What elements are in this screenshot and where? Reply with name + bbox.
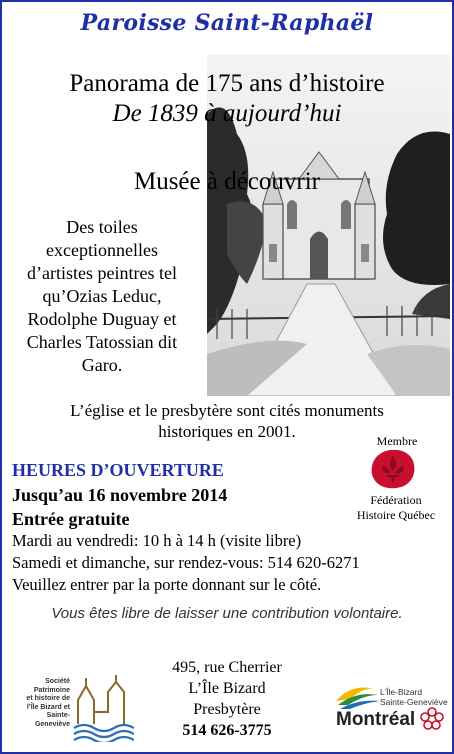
society-line: Société <box>45 678 70 685</box>
artists-line: Garo. <box>81 355 123 375</box>
member-label: Membre <box>376 434 418 448</box>
subtitle-line1: Panorama de 175 ans d’histoire <box>69 70 385 97</box>
artists-line: Charles Tatossian dit <box>26 332 178 352</box>
federation-line: Fédération <box>370 493 422 507</box>
weekend-hours: Samedi et dimanche, sur rendez-vous: 514 620-6271 <box>12 553 360 572</box>
museum-heading: Musée à découvrir <box>133 168 321 195</box>
parish-title: Paroisse Saint-Raphaël <box>80 10 374 36</box>
opening-hours-heading: HEURES D’OUVERTURE <box>12 460 224 480</box>
church-river-logo-icon <box>72 672 134 742</box>
artists-line: exceptionnelles <box>46 240 158 260</box>
weekday-hours: Mardi au vendredi: 10 h à 14 h (visite libre) <box>12 531 302 550</box>
address-building: Presbytère <box>193 701 261 718</box>
red-wax-seal-fleur-de-lis-icon <box>369 448 417 490</box>
artists-line: d’artistes peintres tel <box>27 263 177 283</box>
monuments-line: historiques en 2001. <box>158 422 296 441</box>
artists-line: Des toiles <box>66 217 138 237</box>
entrance-instructions: Veuillez entrer par la porte donnant sur le côté. <box>12 575 322 594</box>
free-entry: Entrée gratuite <box>12 509 130 529</box>
society-line: l’Île Bizard et <box>26 703 70 711</box>
borough-line: Sainte-Geneviève <box>380 696 448 707</box>
borough-line: L’Île-Bizard <box>380 687 423 697</box>
federation-line: Histoire Québec <box>356 508 436 522</box>
society-line: Sainte-Geneviève <box>34 712 70 728</box>
borough-name <box>380 688 450 707</box>
contribution-note: Vous êtes libre de laisser une contribution volontaire. <box>51 605 403 622</box>
address-block <box>112 657 342 741</box>
federation-label <box>337 493 454 523</box>
address-phone: 514 626-3775 <box>182 722 272 739</box>
until-date: Jusqu’au 16 novembre 2014 <box>12 485 228 505</box>
monuments-line: L’église et le presbytère sont cités monuments <box>70 401 384 420</box>
montreal-flower-icon <box>419 706 445 732</box>
society-line: Patrimoine <box>33 686 70 694</box>
artists-description <box>8 216 196 377</box>
montreal-wordmark: Montréal <box>336 709 416 730</box>
subtitle-line2: De 1839 à aujourd’hui <box>112 100 342 127</box>
society-name <box>16 678 70 729</box>
address-city: L’Île Bizard <box>188 680 266 697</box>
society-line: et histoire de <box>26 695 70 702</box>
artists-line: qu’Ozias Leduc, <box>42 286 162 306</box>
address-street: 495, rue Cherrier <box>172 659 282 676</box>
artists-line: Rodolphe Duguay et <box>27 309 177 329</box>
